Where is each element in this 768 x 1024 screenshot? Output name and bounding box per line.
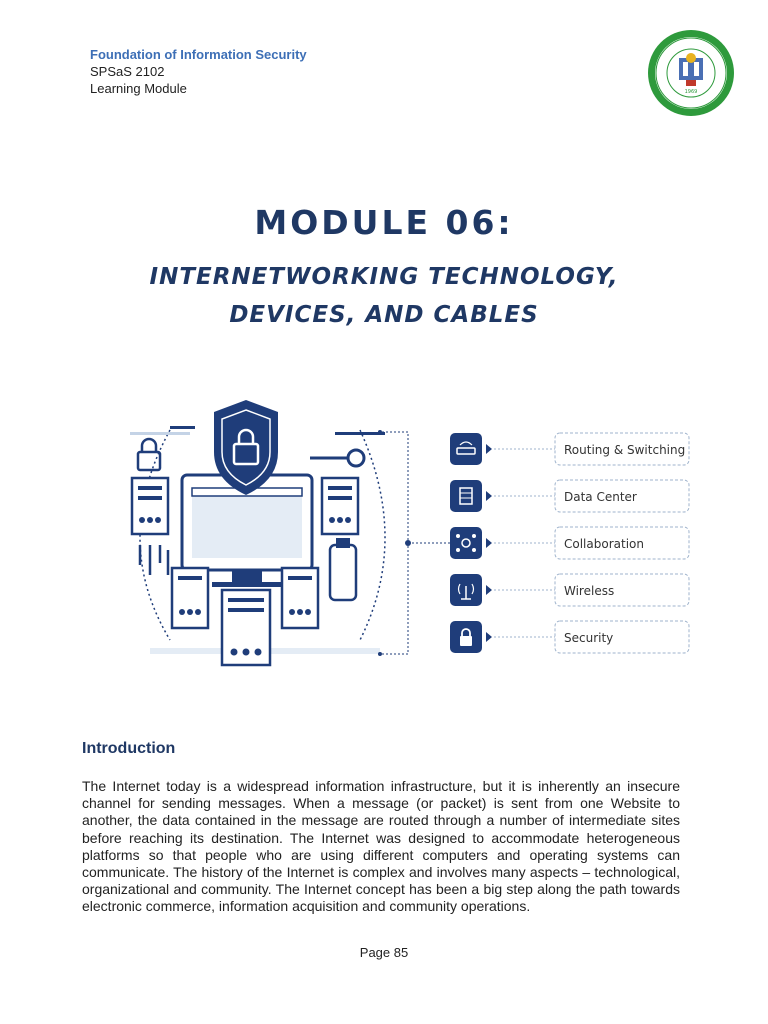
page-number: Page 85	[359, 945, 409, 960]
introduction-paragraph: The Internet today is a widespread information infrastructure, but it is inherently an insecure channel for sending messages. When a message (or packet) is sent from one Website to another, the data contained in the message are routed through a number of intermediate sites before reaching its destination. The Internet was designed to accommodate heterogeneous platforms so that people who are using different computers and operating systems can communicate. The history of the Internet is complex and involves many aspects – technological, organizational and community. The Internet concept has been a big step along the path towards electronic commerce, information acquisition and community operations.	[82, 778, 680, 915]
module-subtitle-line-2: DEVICES, AND CABLES	[229, 302, 539, 328]
category-wireless	[450, 574, 689, 606]
module-subtitle-line-1: INTERNETWORKING TECHNOLOGY,	[149, 264, 619, 290]
category-collaboration	[450, 527, 689, 559]
category-routing-switching	[450, 433, 689, 465]
course-code: SPSaS 2102	[90, 64, 165, 79]
category-data-center	[450, 480, 689, 512]
category-security	[450, 621, 689, 653]
module-title: MODULE 06:	[254, 203, 514, 242]
network-security-illustration	[110, 390, 710, 680]
category-label: Data Center	[564, 490, 637, 504]
category-label: Wireless	[564, 584, 615, 598]
category-label: Security	[564, 631, 614, 645]
course-title: Foundation of Information Security	[90, 47, 307, 62]
introduction-heading: Introduction	[82, 740, 176, 757]
category-label: Routing & Switching	[564, 443, 686, 457]
category-label: Collaboration	[564, 537, 644, 551]
padlock-icon	[460, 636, 472, 646]
module-subtitle	[0, 258, 768, 334]
network-diagram-graphic	[130, 400, 450, 665]
document-type: Learning Module	[90, 81, 187, 96]
page-header	[90, 46, 307, 97]
institution-seal-logo	[646, 28, 736, 118]
seal-year: 1969	[684, 89, 698, 95]
